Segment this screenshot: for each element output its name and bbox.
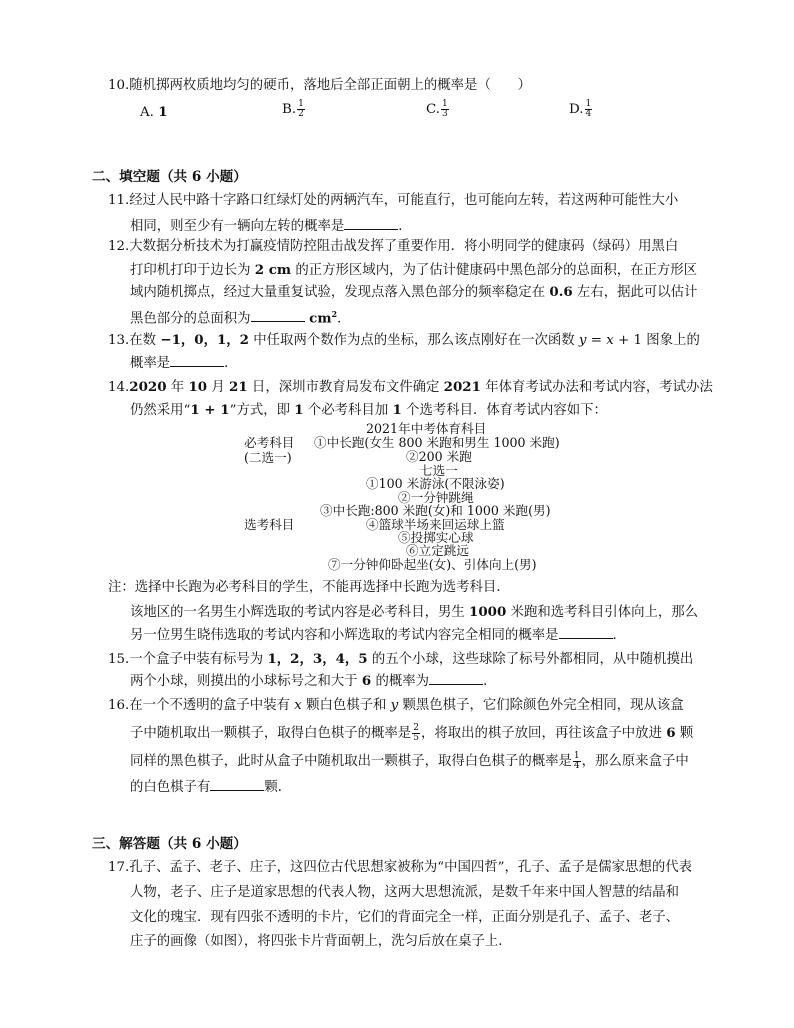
answer-blank — [170, 355, 224, 367]
question-17-line-2: 人物，老子、庄子是道家思想的代表人物，这两大思想流派，是数千年来中国人智慧的结晶和 — [130, 885, 680, 900]
table-title: 2021年中考体育科目 — [366, 421, 487, 436]
question-16-line-3: 同样的黑色棋子，此时从盒子中随机取出一颗棋子，取得白色棋子的概率是 $\frac{1}{4}$ ，那么原来盒子中 — [130, 751, 689, 771]
fraction: $\frac{1}{2}$ — [298, 99, 304, 119]
optional-item-5: ⑤投掷实心球 — [398, 530, 474, 545]
question-12-line-4: 黑色部分的总面积为 $cm^2$． — [130, 309, 351, 327]
option-a: A. 1 — [140, 104, 168, 120]
question-15-line-2: 两个小球，则摸出的小球标号之和大于 6 的概率为 ． — [130, 673, 497, 689]
question-11-line-2: 相同，则至少有一辆向左转的概率是 ． — [130, 219, 412, 234]
fraction: $\frac{1}{4}$ — [585, 99, 592, 119]
required-label: 必考科目 — [244, 435, 295, 450]
question-12-line-1: 12.大数据分析技术为打赢疫情防控阻击战发挥了重要作用．将小明同学的健康码（绿码）用黑白 — [108, 239, 679, 254]
question-17-line-1: 17.孔子、孟子、老子、庄子，这四位古代思想家被称为“中国四哲”，孔子、孟子是儒家思想的代表 — [108, 860, 693, 875]
question-11-line-1: 11.经过人民中路十字路口红绿灯处的两辆汽车，可能直行，也可能向左转，若这两种可能性大小 — [108, 193, 679, 208]
question-14-line-4: 另一位男生晓伟选取的考试内容和小辉选取的考试内容完全相同的概率是 ． — [130, 628, 626, 643]
optional-item-3: ③中长跑:800 米跑(女)和 1000 米跑(男) — [320, 503, 551, 518]
answer-blank — [559, 627, 613, 639]
optional-label: 选考科目 — [244, 517, 295, 532]
required-item-2: ②200 米跑 — [406, 449, 472, 464]
question-14-note: 注：选择中长跑为必考科目的学生，不能再选择中长跑为选考科目． — [108, 580, 510, 595]
fraction: $\frac{1}{3}$ — [442, 99, 448, 119]
question-14-line-1: 14.2020 年 10 月 21 日，深圳市教育局发布文件确定 2021 年体育考试办法和考试内容，考试办法 — [108, 379, 713, 395]
optional-item-7: ⑦一分钟仰卧起坐(女)、引体向上(男) — [328, 557, 537, 572]
fraction: $\frac{1}{4}$ — [573, 751, 580, 771]
question-17-line-3: 文化的瑰宝．现有四张不透明的卡片，它们的背面完全一样，正面分别是孔子、孟子、老子、 — [130, 910, 680, 925]
optional-item-4: ④篮球半场来回运球上篮 — [366, 517, 505, 532]
answer-blank — [429, 673, 483, 685]
fraction: $\frac{2}{5}$ — [413, 723, 419, 743]
question-17-line-4: 庄子的画像（如图），将四张卡片背面朝上，洗匀后放在桌子上． — [130, 934, 512, 949]
required-item-1: ①中长跑(女生 800 米跑和男生 1000 米跑) — [314, 435, 560, 450]
question-number: 10. — [108, 78, 130, 93]
question-16-line-1: 16.在一个不透明的盒子中装有 x 颗白色棋子和 y 颗黑色棋子，它们除颜色外完全相同，现从该盒 — [108, 698, 684, 713]
optional-header: 七选一 — [420, 463, 458, 478]
question-14-line-3: 该地区的一名男生小辉选取的考试内容是必考科目，男生 1000 米跑和选考科目引体向上，那么 — [130, 604, 699, 620]
answer-blank — [210, 779, 264, 791]
question-14-line-2: 仍然采用“1 + 1”方式，即 1 个必考科目加 1 个选考科目．体育考试内容如下： — [130, 402, 607, 418]
option-b: B. $\frac{1}{2}$ — [282, 99, 304, 119]
question-16-line-2: 子中随机取出一颗棋子，取得白色棋子的概率是 $\frac{2}{5}$ ，将取出的棋子放回，再往该盒子中放进 6 颗 — [130, 723, 694, 743]
question-10 — [108, 78, 531, 94]
question-15-line-1: 15.一个盒子中装有标号为 1，2，3，4，5 的五个小球，这些球除了标号外都相同，从中随机摸出 — [108, 651, 694, 667]
question-16-line-4: 的白色棋子有 颗． — [130, 780, 292, 795]
optional-item-6: ⑥立定跳远 — [406, 543, 469, 558]
optional-item-1: ①100 米游泳(不限泳姿) — [366, 476, 505, 491]
section-heading-fill-blank: 二、填空题（共 6 小题） — [92, 169, 247, 185]
required-label-choose: (二选一) — [244, 450, 292, 465]
question-12-line-3: 域内随机掷点，经过大量重复试验，发现点落入黑色部分的频率稳定在 0.6 左右，据此可以估计 — [130, 284, 698, 300]
option-c: C. $\frac{1}{3}$ — [426, 99, 448, 119]
question-stem: 随机掷两枚质地均匀的硬币，落地后全部正面朝上的概率是（ ） — [129, 78, 532, 93]
question-13-line-2: 概率是 ． — [130, 356, 238, 371]
option-d: D. $\frac{1}{4}$ — [569, 99, 592, 119]
answer-blank — [251, 310, 305, 322]
answer-blank — [344, 218, 398, 230]
optional-item-2: ②一分钟跳绳 — [398, 490, 474, 505]
question-13-line-1: 13.在数 −1，0，1，2 中任取两个数作为点的坐标，那么该点刚好在一次函数 y = x + 1 图象上的 — [108, 332, 700, 348]
question-12-line-2: 打印机打印于边长为 2 cm 的正方形区域内，为了估计健康码中黑色部分的总面积，在正方形区 — [130, 262, 698, 278]
section-heading-solutions: 三、解答题（共 6 小题） — [92, 836, 247, 852]
